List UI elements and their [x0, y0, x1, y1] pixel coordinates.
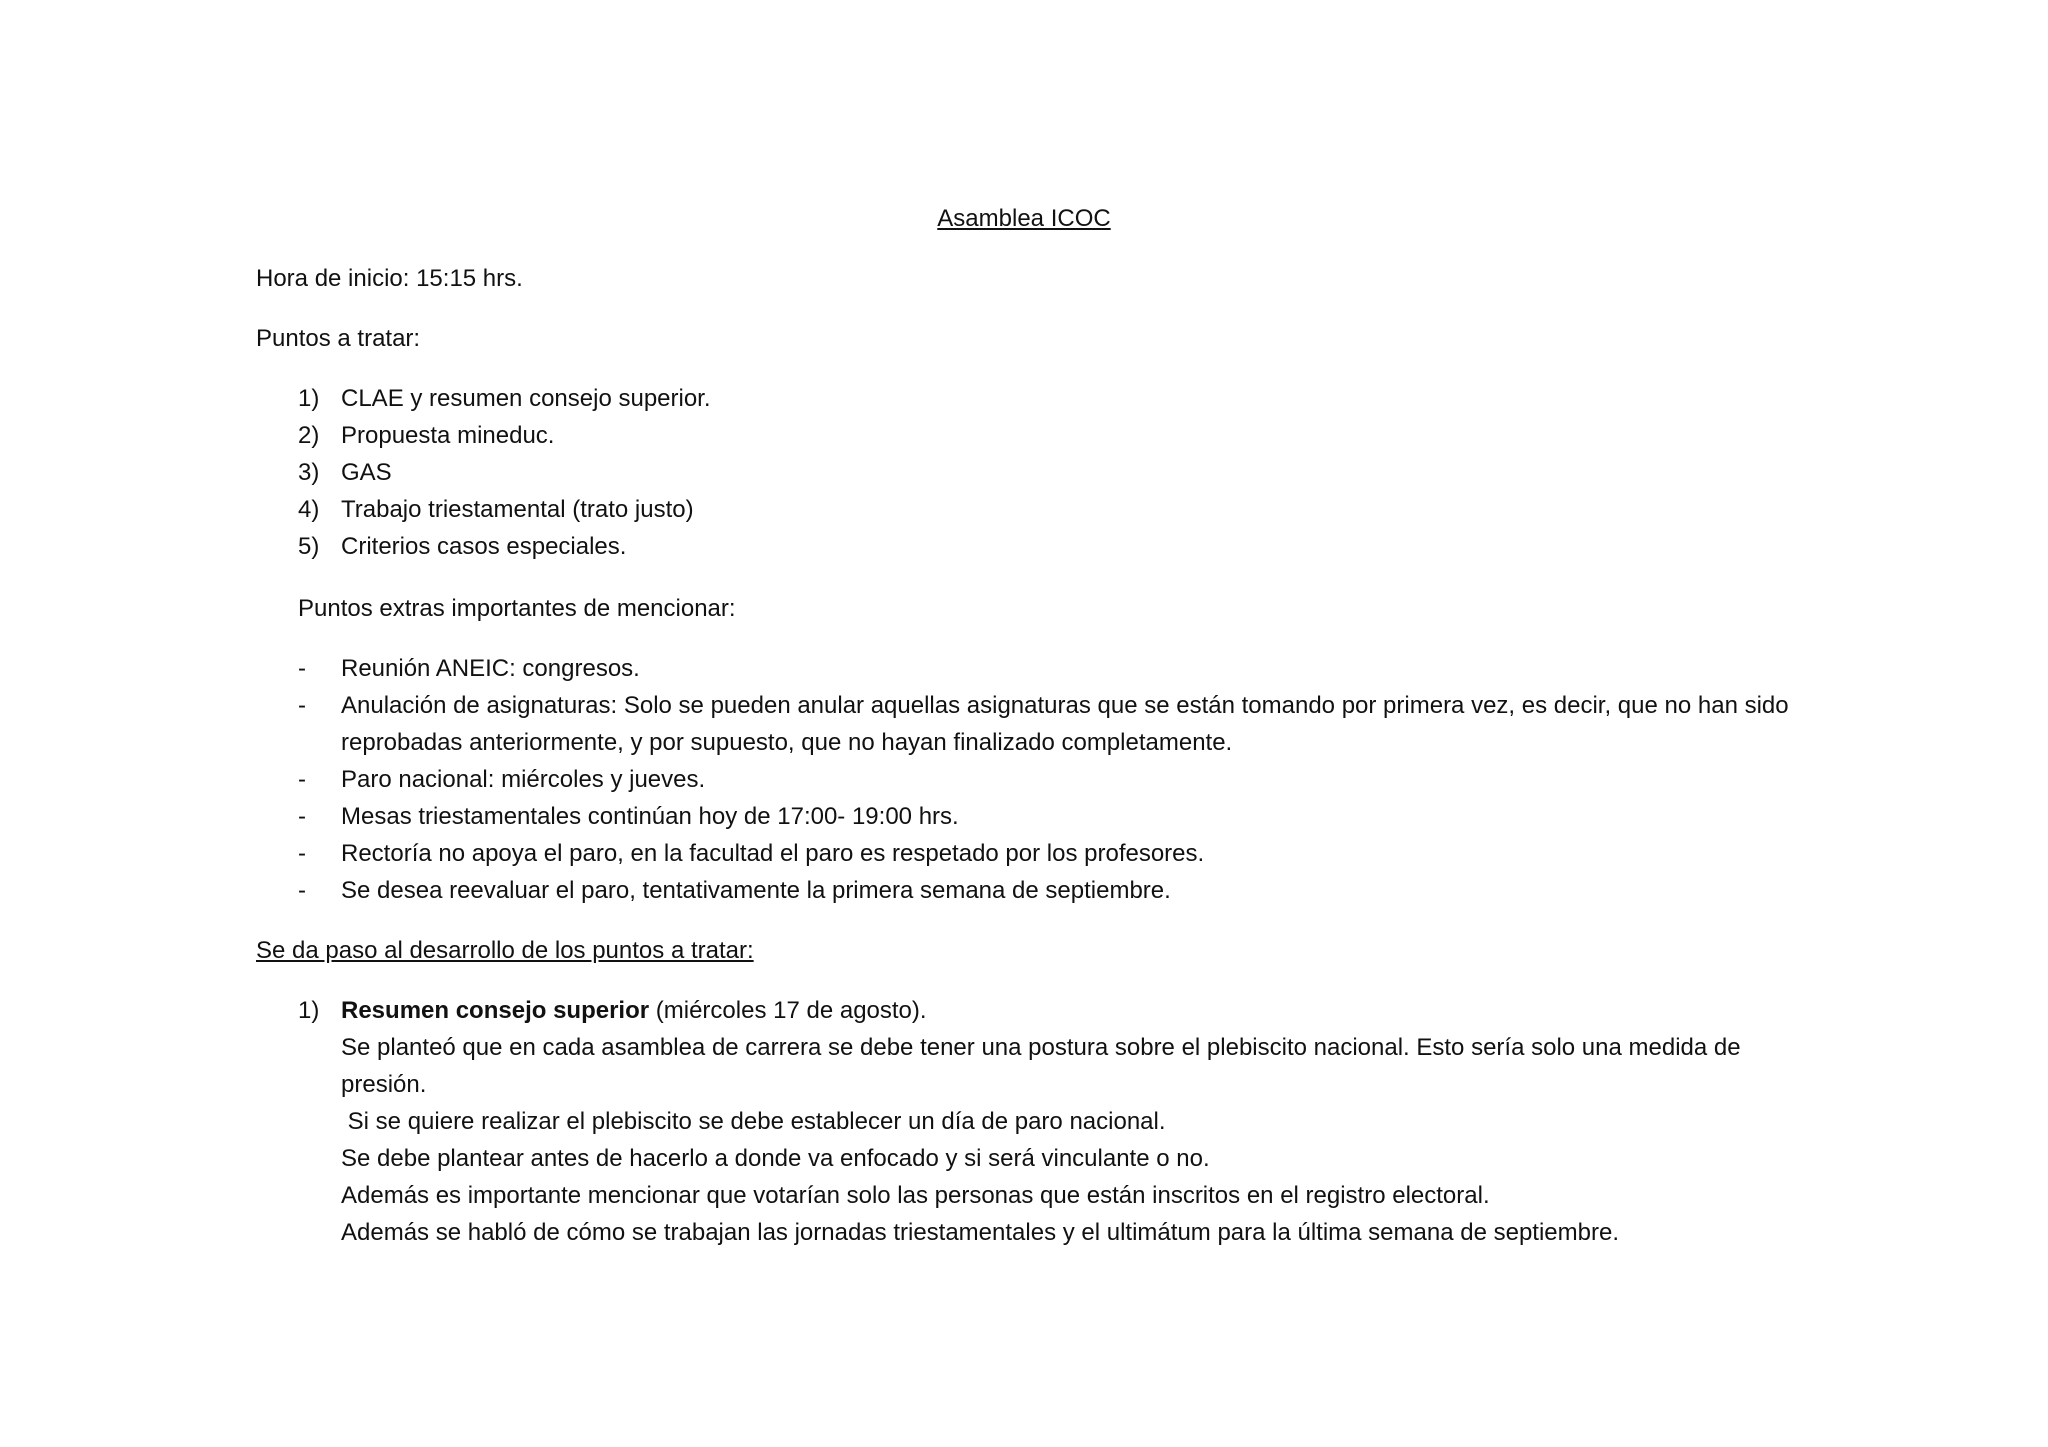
- section-body: [341, 1029, 1811, 1251]
- list-item: [298, 872, 1798, 909]
- list-item-text: GAS: [341, 459, 392, 486]
- body-paragraph: Además es importante mencionar que votarían solo las personas que están inscritos en el registro electoral.: [341, 1182, 1490, 1209]
- list-item: [298, 687, 1798, 761]
- list-item: [298, 992, 1798, 1029]
- list-item: [298, 454, 1798, 491]
- list-marker: -: [298, 655, 306, 682]
- list-item: [298, 528, 1798, 565]
- list-item-text: Se desea reevaluar el paro, tentativamente la primera semana de septiembre.: [341, 877, 1171, 904]
- list-item: [298, 380, 1798, 417]
- list-item-text: Rectoría no apoya el paro, en la facultad el paro es respetado por los profesores.: [341, 840, 1205, 867]
- points-list: [298, 380, 1798, 565]
- list-item-text: Anulación de asignaturas: Solo se pueden anular aquellas asignaturas que se están tomando por primera vez, es decir, que no han sido reprobadas anteriormente, y por supuesto, que no hayan finalizado completamente.: [341, 692, 1789, 756]
- list-item-text: Paro nacional: miércoles y jueves.: [341, 766, 706, 793]
- list-marker: -: [298, 803, 306, 830]
- body-paragraph: Además se habló de cómo se trabajan las jornadas triestamentales y el ultimátum para la última semana de septiembre.: [341, 1219, 1619, 1246]
- list-item: [298, 798, 1798, 835]
- list-item-text: Criterios casos especiales.: [341, 533, 627, 560]
- list-marker: 4): [298, 496, 320, 523]
- list-marker: 3): [298, 459, 320, 486]
- list-marker: 1): [298, 385, 320, 412]
- list-item-text: Propuesta mineduc.: [341, 422, 555, 449]
- list-item: [298, 835, 1798, 872]
- list-item-text: Trabajo triestamental (trato justo): [341, 496, 694, 523]
- list-marker: 5): [298, 533, 320, 560]
- list-marker: -: [298, 840, 306, 867]
- list-item: [298, 417, 1798, 454]
- points-heading: Puntos a tratar:: [256, 325, 421, 352]
- list-marker: -: [298, 877, 306, 904]
- list-marker: 1): [298, 997, 320, 1024]
- start-time: Hora de inicio: 15:15 hrs.: [256, 265, 523, 292]
- extras-list: [298, 650, 1798, 909]
- list-item: [298, 491, 1798, 528]
- section-title: Resumen consejo superior: [341, 997, 650, 1024]
- list-item-text: Mesas triestamentales continúan hoy de 17:00- 19:00 hrs.: [341, 803, 959, 830]
- section-title-suffix: (miércoles 17 de agosto).: [649, 997, 927, 1024]
- list-item-text: Reunión ANEIC: congresos.: [341, 655, 640, 682]
- development-heading: Se da paso al desarrollo de los puntos a tratar:: [256, 937, 754, 964]
- list-item: [298, 650, 1798, 687]
- list-item-text: CLAE y resumen consejo superior.: [341, 385, 711, 412]
- list-item: [298, 761, 1798, 798]
- extras-heading: Puntos extras importantes de mencionar:: [298, 595, 736, 622]
- list-marker: -: [298, 766, 306, 793]
- list-marker: 2): [298, 422, 320, 449]
- body-paragraph: Se debe plantear antes de hacerlo a donde va enfocado y si será vinculante o no.: [341, 1145, 1210, 1172]
- body-paragraph: Si se quiere realizar el plebiscito se debe establecer un día de paro nacional.: [341, 1108, 1166, 1135]
- development-list: [298, 992, 1798, 1029]
- list-marker: -: [298, 692, 306, 719]
- body-paragraph: Se planteó que en cada asamblea de carrera se debe tener una postura sobre el plebiscito nacional. Esto sería solo una medida de presión.: [341, 1034, 1741, 1098]
- document-title: Asamblea ICOC: [937, 205, 1111, 232]
